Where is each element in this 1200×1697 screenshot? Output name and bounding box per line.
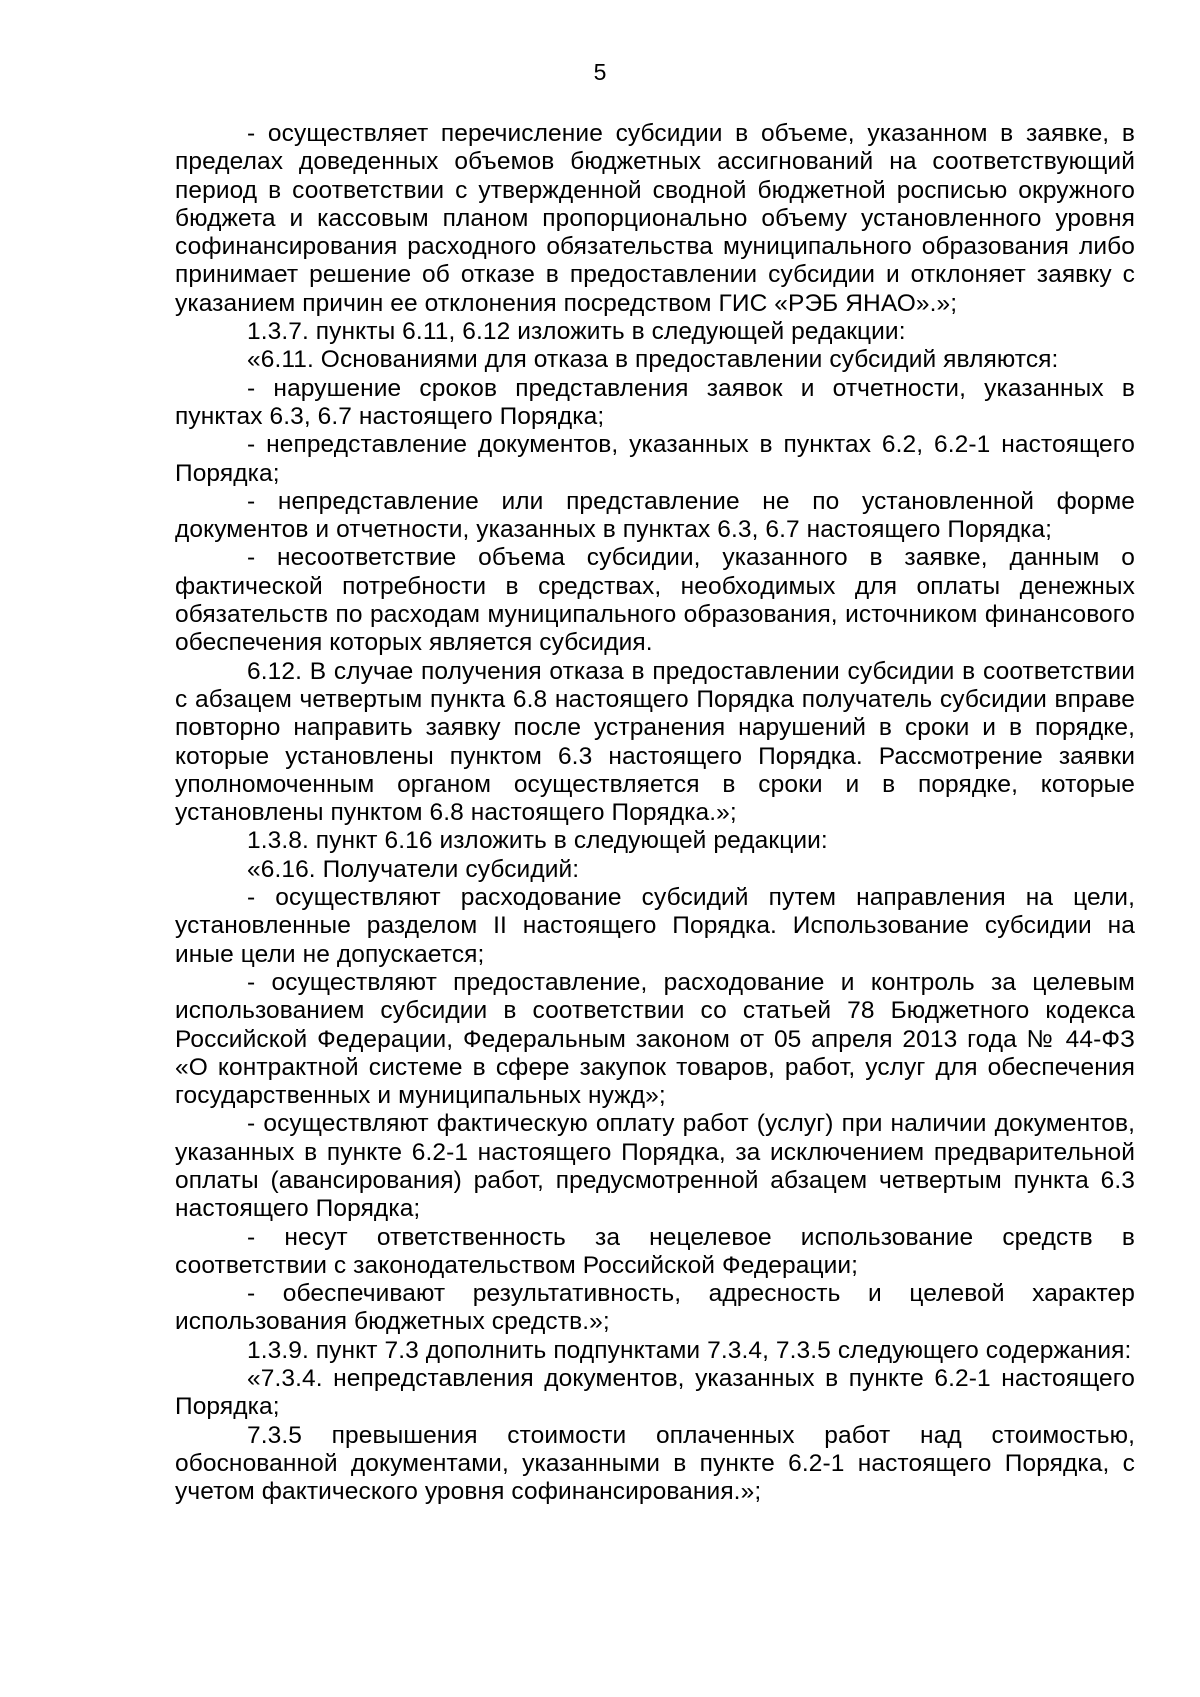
paragraph-6-11-item-documents: - непредставление документов, указанных в пунктах 6.2, 6.2-1 настоящего Порядка; (175, 431, 1135, 487)
paragraph-6-11-item-deadlines: - нарушение сроков представления заявок и отчетности, указанных в пунктах 6.3, 6.7 настоящего Порядка; (175, 374, 1135, 430)
document-body (175, 120, 1135, 1507)
paragraph-7-3-5: 7.3.5 превышения стоимости оплаченных работ над стоимостью, обоснованной документами, указанными в пункте 6.2-1 настоящего Порядка, с учетом фактического уровня софинансирования.»; (175, 1421, 1135, 1506)
paragraph-6-16-item-spending: - осуществляют расходование субсидий путем направления на цели, установленные разделом II настоящего Порядка. Использование субсидии на иные цели не допускается; (175, 884, 1135, 968)
paragraph-transfer-subsidy: - осуществляет перечисление субсидии в объеме, указанном в заявке, в пределах доведенных объемов бюджетных ассигнований на соответствующий период в соответствии с утвержденной сводной бюджетной росписью окружного бюджета и кассовым планом пропорционально объему установленного уровня софинансирования расходного обязательства муниципального образования либо принимает решение об отказе в предоставлении субсидии и отклоняет заявку с указанием причин ее отклонения посредством ГИС «РЭБ ЯНАО».»; (175, 120, 1135, 317)
paragraph-1-3-8: 1.3.8. пункт 6.16 изложить в следующей редакции: (247, 827, 828, 855)
paragraph-1-3-7: 1.3.7. пункты 6.11, 6.12 изложить в следующей редакции: (247, 318, 906, 346)
paragraph-6-11-heading: «6.11. Основаниями для отказа в предоставлении субсидий являются: (247, 346, 1059, 374)
paragraph-6-16-item-responsibility: - несут ответственность за нецелевое использование средств в соответствии с законодательством Российской Федерации; (175, 1223, 1135, 1279)
paragraph-6-16-item-payment: - осуществляют фактическую оплату работ (услуг) при наличии документов, указанных в пункте 6.2-1 настоящего Порядка, за исключением предварительной оплаты (авансирования) работ, предусмотренной абзацем четвертым пункта 6.3 настоящего Порядка; (175, 1110, 1135, 1223)
paragraph-6-11-item-form: - непредставление или представление не по установленной форме документов и отчетности, указанных в пунктах 6.3, 6.7 настоящего Порядка; (175, 487, 1135, 544)
paragraph-6-16-item-effectiveness: - обеспечивают результативность, адресность и целевой характер использования бюджетных средств.»; (175, 1280, 1135, 1336)
paragraph-6-12: 6.12. В случае получения отказа в предоставлении субсидии в соответствии с абзацем четвертым пункта 6.8 настоящего Порядка получатель субсидии вправе повторно направить заявку после устранения нарушений в сроки и в порядке, которые установлены пунктом 6.3 настоящего Порядка. Рассмотрение заявки уполномоченным органом осуществляется в сроки и в порядке, которые установлены пунктом 6.8 настоящего Порядка.»; (175, 657, 1135, 827)
paragraph-6-11-item-volume: - несоответствие объема субсидии, указанного в заявке, данным о фактической потребности в средствах, необходимых для оплаты денежных обязательств по расходам муниципального образования, источником финансового обеспечения которых является субсидия. (175, 544, 1135, 657)
paragraph-6-16-item-control: - осуществляют предоставление, расходование и контроль за целевым использованием субсидии в соответствии со статьей 78 Бюджетного кодекса Российской Федерации, Федеральным законом от 05 апреля 2013 года № 44-ФЗ «О контрактной системе в сфере закупок товаров, работ, услуг для обеспечения государственных и муниципальных нужд»; (175, 968, 1135, 1110)
paragraph-1-3-9: 1.3.9. пункт 7.3 дополнить подпунктами 7.3.4, 7.3.5 следующего содержания: (247, 1336, 1132, 1364)
paragraph-6-16-heading: «6.16. Получатели субсидий: (247, 855, 580, 883)
paragraph-7-3-4: «7.3.4. непредставления документов, указанных в пункте 6.2-1 настоящего Порядка; (175, 1365, 1135, 1421)
page-number: 5 (593, 59, 607, 85)
